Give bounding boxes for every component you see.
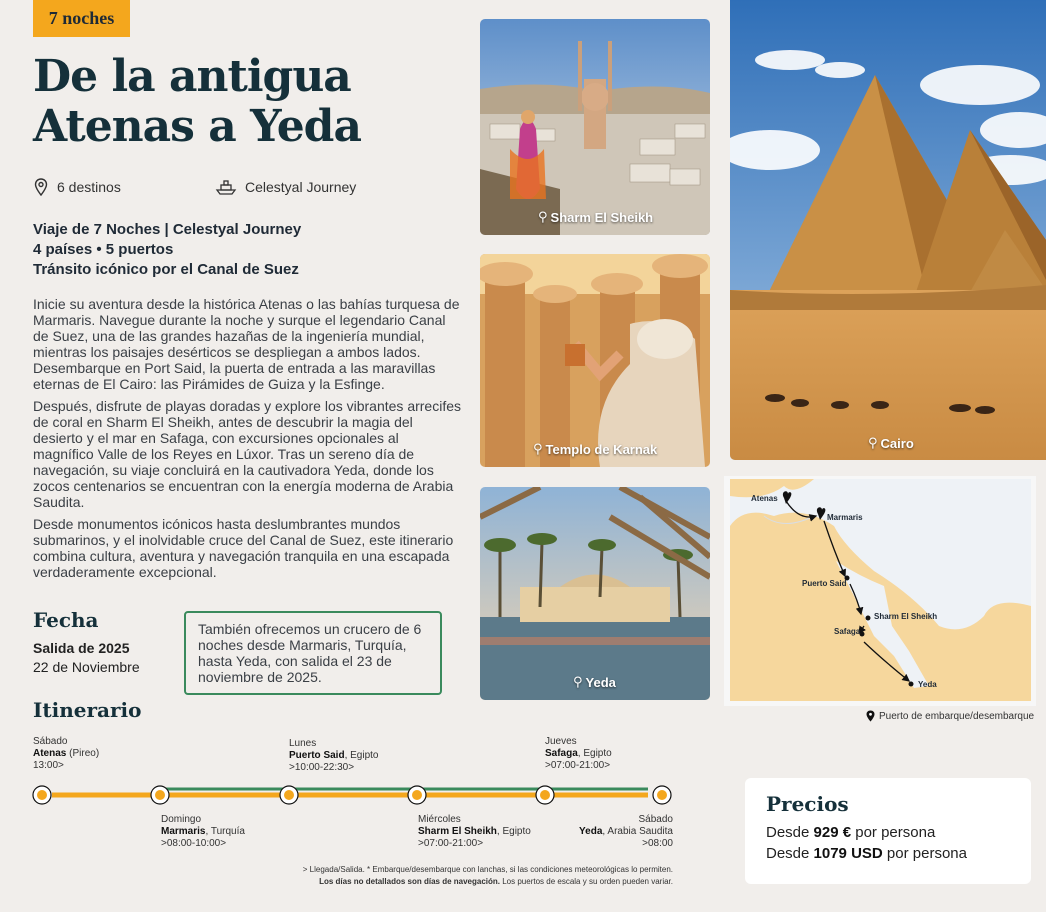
map-pin-icon: ⚲ bbox=[868, 435, 878, 450]
price-usd: Desde 1079 USD por persona bbox=[766, 845, 967, 862]
sharm-image bbox=[480, 19, 710, 235]
description bbox=[33, 296, 463, 586]
price-eur: Desde 929 € por persona bbox=[766, 824, 936, 841]
page-title bbox=[33, 52, 463, 152]
map-label-sharm: Sharm El Sheikh bbox=[874, 612, 938, 621]
map-label-yeda: Yeda bbox=[918, 680, 937, 689]
stop-sharm: Miércoles Sharm El Sheikh, Egipto >07:00-21:00> bbox=[418, 814, 531, 849]
stop-yeda: Sábado Yeda, Arabia Saudita >08:00 bbox=[579, 814, 673, 849]
summary-line-2: 4 países • 5 puertos bbox=[33, 241, 174, 258]
destinations-meta bbox=[33, 178, 121, 196]
prices-heading: Precios bbox=[766, 792, 849, 816]
alternative-cruise-note: También ofrecemos un crucero de 6 noches desde Marmaris, Turquía, hasta Yeda, con salida el 23 de noviembre de 2025. bbox=[184, 611, 442, 695]
timeline-stop-puerto-said bbox=[280, 786, 298, 804]
destinations-count: 6 destinos bbox=[57, 179, 121, 195]
sharm-label: ⚲ Sharm El Sheikh bbox=[538, 209, 654, 225]
ship-icon bbox=[215, 178, 237, 196]
timeline-stop-marmaris bbox=[151, 786, 169, 804]
photo-cairo bbox=[730, 0, 1046, 460]
route-map bbox=[724, 476, 1036, 706]
photo-sharm-el-sheikh bbox=[480, 19, 710, 235]
cairo-label: ⚲ Cairo bbox=[868, 435, 914, 451]
departure-label: Salida de 2025 bbox=[33, 640, 130, 656]
description-paragraph-3: Desde monumentos icónicos hasta deslumbrantes mundos submarinos, y el inolvidable cruce del Canal de Suez, este itinerario combina cultura, aventura y navegación tranquila en una escapada verdaderamente excepcional. bbox=[33, 516, 454, 580]
title-line-2: Atenas a Yeda bbox=[33, 101, 361, 152]
photo-yeda bbox=[480, 487, 710, 700]
itinerary-heading: Itinerario bbox=[33, 698, 142, 722]
karnak-label: ⚲ Templo de Karnak bbox=[533, 441, 658, 457]
timeline-stop-atenas bbox=[33, 786, 51, 804]
description-paragraph-1: Inicie su aventura desde la histórica Atenas o las bahías turquesa de Marmaris. Navegue durante la noche y surque el legendario Canal de Suez, una de las grandes hazañas de la ingeniería mundial, mientras los paisajes desérticos se despliegan a ambos lados. Desembarque en Port Said, la puerta de entrada a las maravillas eternas de El Cairo: las Pirámides de Guiza y la Esfinge. bbox=[33, 296, 460, 392]
yeda-photo-label: ⚲ Yeda bbox=[573, 674, 616, 690]
cairo-image bbox=[730, 0, 1046, 460]
stop-marmaris: Domingo Marmaris, Turquía >08:00-10:00> bbox=[161, 814, 245, 849]
timeline-stop-yeda bbox=[653, 786, 671, 804]
map-pin-icon: ⚲ bbox=[538, 209, 548, 224]
title-line-1: De la antigua bbox=[33, 51, 351, 102]
map-label-atenas: Atenas bbox=[751, 494, 778, 503]
stop-safaga: Jueves Safaga, Egipto >07:00-21:00> bbox=[545, 736, 612, 771]
fecha-heading: Fecha bbox=[33, 608, 99, 632]
ship-name: Celestyal Journey bbox=[245, 179, 357, 195]
ship-meta bbox=[215, 178, 356, 196]
summary-line-3: Tránsito icónico por el Canal de Suez bbox=[33, 261, 299, 278]
map-label-marmaris: Marmaris bbox=[827, 513, 863, 522]
map-pin-icon bbox=[866, 710, 875, 722]
itinerary-footnote: > Llegada/Salida. * Embarque/desembarque con lanchas, si las condiciones meteorológicas lo permiten. Los días no detallados son días de navegación. Los puertos de escala y su orden pueden variar. bbox=[302, 865, 673, 886]
karnak-image bbox=[480, 254, 710, 467]
itinerary-timeline bbox=[30, 782, 680, 810]
route-map-drawing bbox=[724, 476, 1036, 706]
map-label-safaga: Safaga bbox=[834, 627, 861, 636]
prices-card bbox=[745, 778, 1031, 884]
departure-date: 22 de Noviembre bbox=[33, 659, 140, 675]
stop-puerto-said: Lunes Puerto Said, Egipto >10:00-22:30> bbox=[289, 738, 379, 773]
photo-karnak bbox=[480, 254, 710, 467]
stop-atenas: Sábado Atenas (Pireo) 13:00> bbox=[33, 736, 100, 771]
map-pin-icon: ⚲ bbox=[573, 674, 583, 689]
trip-summary bbox=[33, 220, 301, 280]
nights-badge: 7 noches bbox=[33, 0, 130, 37]
description-paragraph-2: Después, disfrute de playas doradas y explore los vibrantes arrecifes de coral en Sharm El Sheikh, antes de descubrir la magia del desierto y el mar en Safaga, con excursiones opcionales al magnífico Valle de los Reyes en Lúxor. Tras un sereno día de navegación, su viaje concluirá en la cautivadora Yeda, donde los zocos centenarios se encuentran con la energía moderna de Arabia Saudita. bbox=[33, 398, 461, 510]
yeda-image bbox=[480, 487, 710, 700]
map-pin-icon: ⚲ bbox=[533, 441, 543, 456]
timeline-stop-sharm bbox=[408, 786, 426, 804]
summary-line-1: Viaje de 7 Noches | Celestyal Journey bbox=[33, 221, 302, 238]
location-pin-icon bbox=[33, 178, 49, 196]
map-legend: Puerto de embarque/desembarque bbox=[866, 710, 1034, 722]
map-label-puerto-said: Puerto Said bbox=[802, 579, 847, 588]
timeline-stop-safaga bbox=[536, 786, 554, 804]
